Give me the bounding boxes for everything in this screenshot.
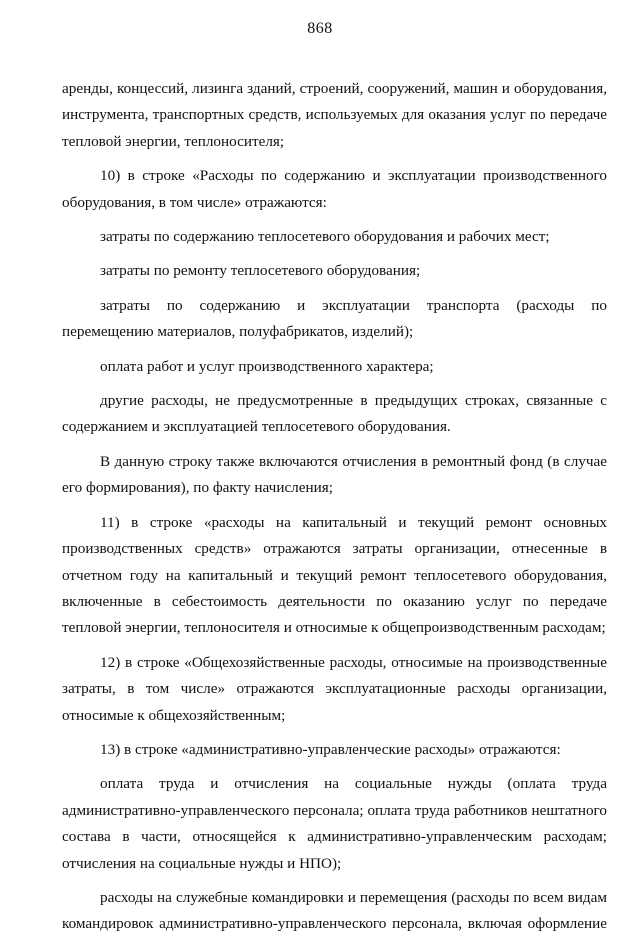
paragraph: аренды, концессий, лизинга зданий, строений, сооружений, машин и оборудования, инструмента, транспортных средств, используемых для оказания услуг по передаче тепловой энергии, теплоносителя; [62, 80, 607, 150]
paragraph: оплата труда и отчисления на социальные нужды (оплата труда административно-управленческого персонала; оплата труда работников нештатного состава в части, относящейся к административно-управленческим расходам; отчисления на социальные нужды и НПО); [62, 775, 607, 872]
paragraph: 11) в строке «расходы на капитальный и текущий ремонт основных производственных средств» отражаются затраты организации, отнесенные в отчетном году на капитальный и текущий ремонт теплосетевого оборудования, включенные в себестоимость деятельности по оказанию услуг по передаче тепловой энергии, теплоносителя и относимые к общепроизводственным расходам; [62, 513, 607, 637]
paragraph: оплата работ и услуг производственного характера; [100, 357, 434, 375]
paragraph: В данную строку также включаются отчисления в ремонтный фонд (в случае его формирования), по факту начисления; [62, 452, 607, 497]
paragraph: затраты по содержанию и эксплуатации транспорта (расходы по перемещению материалов, полуфабрикатов, изделий); [62, 296, 607, 341]
page-number: 868 [307, 20, 333, 37]
paragraph: затраты по ремонту теплосетевого оборудования; [100, 262, 421, 280]
paragraph: 13) в строке «административно-управленческие расходы» отражаются: [100, 740, 561, 758]
paragraph: 10) в строке «Расходы по содержанию и эксплуатации производственного оборудования, в том числе» отражаются: [62, 167, 607, 211]
paragraph: расходы на служебные командировки и перемещения (расходы по всем видам командировок административно-управленческого персонала, включая оформление [62, 888, 607, 933]
paragraph: другие расходы, не предусмотренные в предыдущих строках, связанные с содержанием и эксплуатацией теплосетевого оборудования. [62, 392, 607, 436]
paragraph: 12) в строке «Общехозяйственные расходы, относимые на производственные затраты, в том числе» отражаются эксплуатационные расходы организации, относимые к общехозяйственным; [62, 653, 607, 724]
document-body [62, 76, 607, 938]
paragraph: затраты по содержанию теплосетевого оборудования и рабочих мест; [100, 228, 550, 246]
